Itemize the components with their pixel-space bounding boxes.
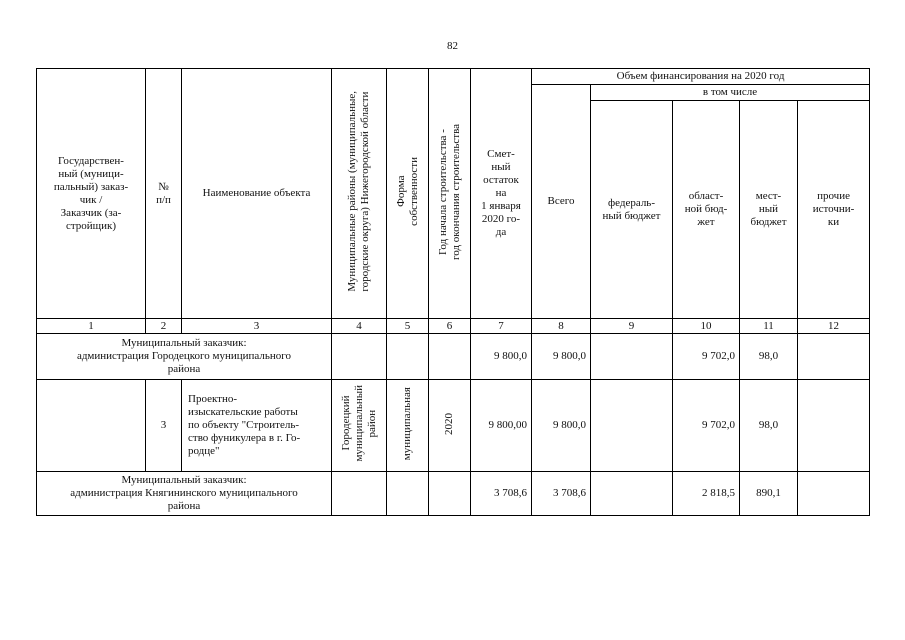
column-number: 12 — [798, 319, 870, 334]
object-years — [429, 380, 471, 472]
group-ownership-cell — [387, 472, 429, 516]
object-years-label: 2020 — [443, 412, 455, 435]
group-district-cell — [332, 472, 387, 516]
header-other: прочие источни- ки — [798, 101, 870, 319]
object-ownership — [387, 380, 429, 472]
header-ownership-label: Форма собственности — [394, 157, 420, 226]
header-local: мест- ный бюджет — [740, 101, 798, 319]
header-total: Всего — [532, 85, 591, 319]
object-district — [332, 380, 387, 472]
header-years-label: Год начала строительства - год окончания строительства — [436, 123, 462, 260]
object-regional: 9 702,0 — [673, 380, 740, 472]
header-funding-title: Объем финансирования на 2020 год — [532, 69, 870, 85]
group-years-cell — [429, 334, 471, 380]
group-row — [37, 334, 870, 380]
column-number: 9 — [591, 319, 673, 334]
column-number: 10 — [673, 319, 740, 334]
header-years — [429, 69, 471, 319]
group-total: 3 708,6 — [532, 472, 591, 516]
column-number: 3 — [182, 319, 332, 334]
group-regional: 2 818,5 — [673, 472, 740, 516]
object-total: 9 800,0 — [532, 380, 591, 472]
group-years-cell — [429, 472, 471, 516]
group-other — [798, 472, 870, 516]
group-regional: 9 702,0 — [673, 334, 740, 380]
page-number: 82 — [447, 40, 458, 52]
column-number: 2 — [146, 319, 182, 334]
group-estimate: 3 708,6 — [471, 472, 532, 516]
header-customer: Государствен- ный (муници- пальный) заказ- чик / Заказчик (за- стройщик) — [37, 69, 146, 319]
header-including: в том числе — [591, 85, 870, 101]
group-federal — [591, 472, 673, 516]
object-other — [798, 380, 870, 472]
header-districts-label: Муниципальные районы (муниципальные, городские округа) Нижегородской области — [346, 91, 371, 292]
header-districts — [332, 69, 387, 319]
group-customer: Муниципальный заказчик: администрация Городецкого муниципального района — [37, 334, 332, 380]
group-other — [798, 334, 870, 380]
header-ownership — [387, 69, 429, 319]
group-local: 98,0 — [740, 334, 798, 380]
group-district-cell — [332, 334, 387, 380]
group-estimate: 9 800,0 — [471, 334, 532, 380]
column-number: 5 — [387, 319, 429, 334]
group-total: 9 800,0 — [532, 334, 591, 380]
object-estimate: 9 800,00 — [471, 380, 532, 472]
object-name: Проектно- изыскательские работы по объекту "Строитель- ство фуникулера в г. Го- родце" — [182, 380, 332, 472]
column-number-row — [37, 319, 870, 334]
header-object-name: Наименование объекта — [182, 69, 332, 319]
object-federal — [591, 380, 673, 472]
object-num: 3 — [146, 380, 182, 472]
column-number: 7 — [471, 319, 532, 334]
group-ownership-cell — [387, 334, 429, 380]
header-regional: област- ной бюд- жет — [673, 101, 740, 319]
object-row — [37, 380, 870, 472]
group-customer: Муниципальный заказчик: администрация Княгининского муниципального района — [37, 472, 332, 516]
column-number: 11 — [740, 319, 798, 334]
object-ownership-label: муниципальная — [401, 386, 413, 461]
column-number: 8 — [532, 319, 591, 334]
group-federal — [591, 334, 673, 380]
column-number: 6 — [429, 319, 471, 334]
object-local: 98,0 — [740, 380, 798, 472]
header-num: № п/п — [146, 69, 182, 319]
object-district-label: Городецкий муниципальный район — [339, 385, 378, 462]
group-row — [37, 472, 870, 516]
column-number: 4 — [332, 319, 387, 334]
object-customer-cell — [37, 380, 146, 472]
header-federal: федераль- ный бюджет — [591, 101, 673, 319]
header-estimate: Смет- ный остаток на 1 января 2020 го- да — [471, 69, 532, 319]
financing-table — [36, 68, 870, 516]
column-number: 1 — [37, 319, 146, 334]
group-local: 890,1 — [740, 472, 798, 516]
